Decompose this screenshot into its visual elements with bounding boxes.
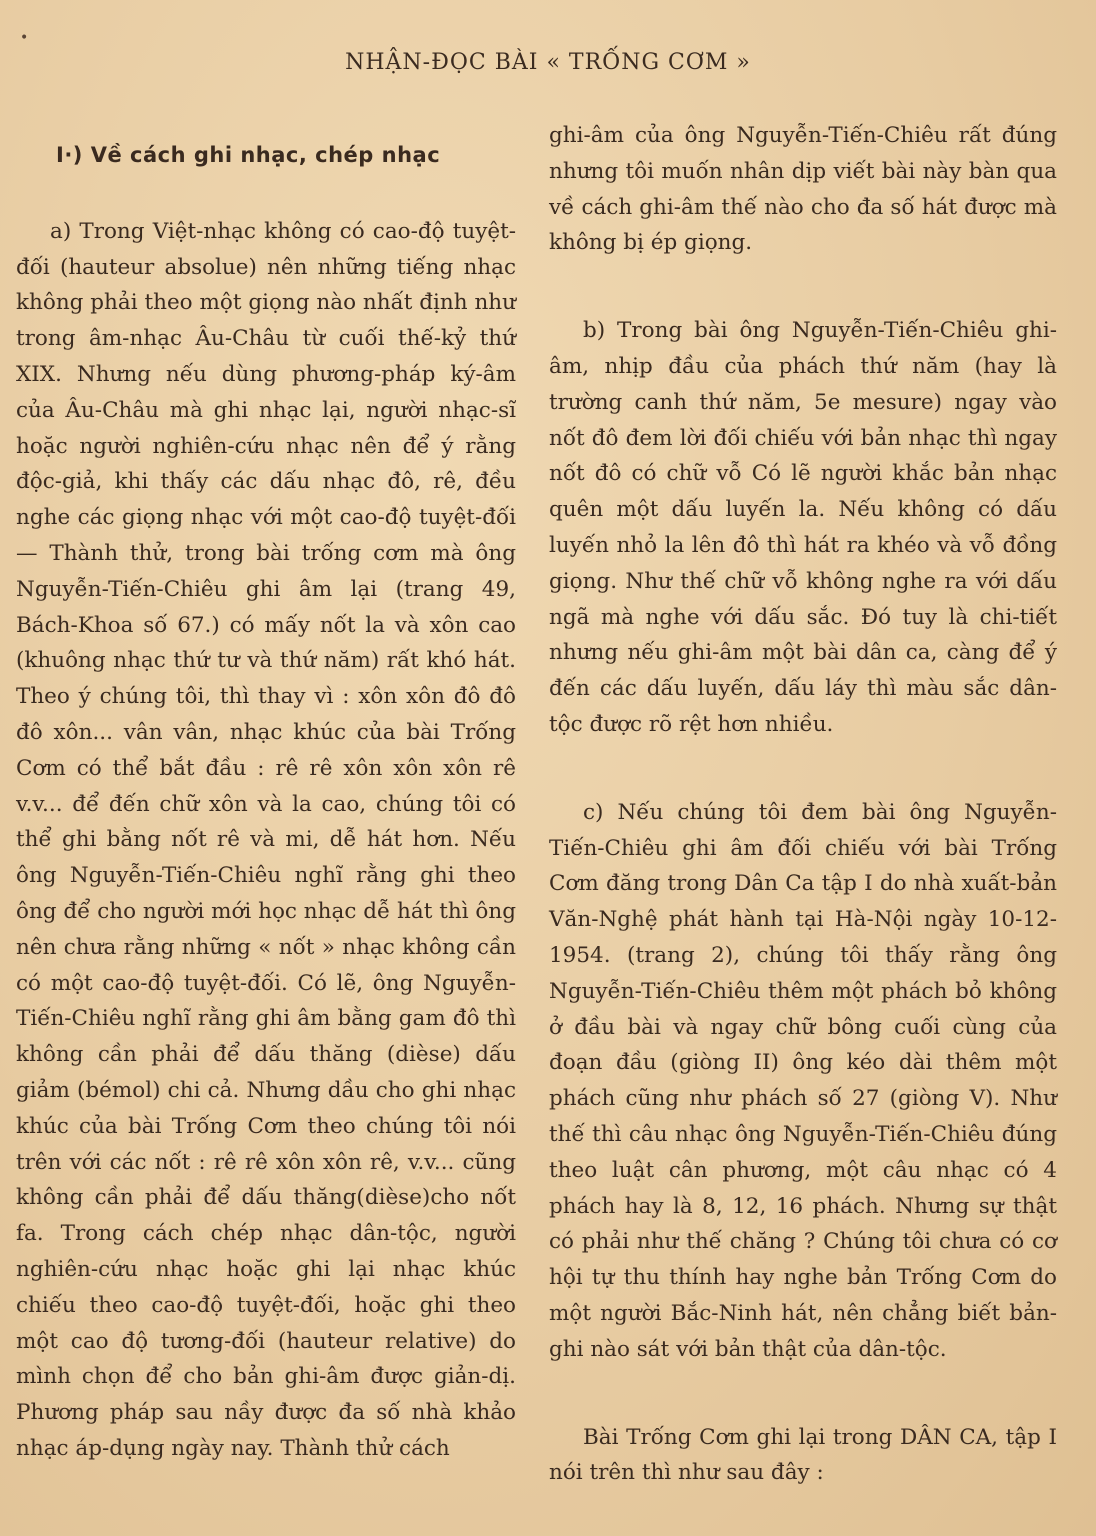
right-column: [549, 118, 1057, 1491]
corner-mark: •: [20, 30, 29, 46]
paragraph-gap: [549, 1368, 1057, 1420]
left-column: [16, 118, 516, 1467]
paragraph-gap: [549, 743, 1057, 795]
section-heading: I·) Về cách ghi nhạc, chép nhạc: [56, 143, 441, 167]
paragraph-continuation: ghi-âm của ông Nguyễn-Tiến-Chiêu rất đúng nhưng tôi muốn nhân dịp viết bài này bàn qua về cách ghi-âm thế nào cho đa số hát được mà không bị ép giọng.: [549, 123, 1057, 256]
paragraph-c: c) Nếu chúng tôi đem bài ông Nguyễn-Tiến-Chiêu ghi âm đối chiếu với bài Trống Cơm đăng trong Dân Ca tập I do nhà xuất-bản Văn-Nghệ phát hành tại Hà-Nội ngày 10-12-1954. (trang 2), chúng tôi thấy rằng ông Nguyễn-Tiến-Chiêu thêm một phách bỏ không ở đầu bài và ngay chữ bông cuối cùng của đoạn đầu (giòng II) ông kéo dài thêm một phách cũng như phách số 27 (giòng V). Như thế thì câu nhạc ông Nguyễn-Tiến-Chiêu đúng theo luật cân phương, một câu nhạc có 4 phách hay là 8, 12, 16 phách. Nhưng sự thật có phải như thế chăng ? Chúng tôi chưa có cơ hội tự thu thính hay nghe bản Trống Cơm do một người Bắc-Ninh hát, nên chẳng biết bản-ghi nào sát với bản thật của dân-tộc.: [549, 799, 1057, 1362]
paragraph-b: b) Trong bài ông Nguyễn-Tiến-Chiêu ghi-âm, nhịp đầu của phách thứ năm (hay là trường canh thứ năm, 5e mesure) ngay vào nốt đô đem lời đối chiếu với bản nhạc thì ngay nốt đô có chữ vỗ Có lẽ người khắc bản nhạc quên một dấu luyến la. Nếu không có dấu luyến nhỏ la lên đô thì hát ra khéo và vỗ đồng giọng. Như thế chữ vỗ không nghe ra với dấu ngã mà nghe với dấu sắc. Đó tuy là chi-tiết nhưng nếu ghi-âm một bài dân ca, càng để ý đến các dấu luyến, dấu láy thì màu sắc dân-tộc được rõ rệt hơn nhiều.: [549, 318, 1057, 737]
paragraph-closing: Bài Trống Cơm ghi lại trong DÂN CA, tập I nói trên thì như sau đây :: [549, 1424, 1057, 1486]
paragraph-gap: [549, 261, 1057, 313]
running-header: NHẬN-ĐỌC BÀI « TRỐNG CƠM »: [345, 50, 751, 75]
paragraph-a: a) Trong Việt-nhạc không có cao-độ tuyệt-đối (hauteur absolue) nên những tiếng nhạc không phải theo một giọng nào nhất định như trong âm-nhạc Âu-Châu từ cuối thế-kỷ thứ XIX. Nhưng nếu dùng phương-pháp ký-âm của Âu-Châu mà ghi nhạc lại, người nhạc-sĩ hoặc người nghiên-cứu nhạc nên để ý rằng độc-giả, khi thấy các dấu nhạc đô, rê, đều nghe các giọng nhạc với một cao-độ tuyệt-đối — Thành thử, trong bài trống cơm mà ông Nguyễn-Tiến-Chiêu ghi âm lại (trang 49, Bách-Khoa số 67.) có mấy nốt la và xôn cao (khuông nhạc thứ tư và thứ năm) rất khó hát. Theo ý chúng tôi, thì thay vì : xôn xôn đô đô đô xôn... vân vân, nhạc khúc của bài Trống Cơm có thể bắt đầu : rê rê xôn xôn xôn rê v.v... để đến chữ xôn và la cao, chúng tôi có thể ghi bằng nốt rê và mi, dễ hát hơn. Nếu ông Nguyễn-Tiến-Chiêu nghĩ rằng ghi theo ông để cho người mới học nhạc dễ hát thì ông nên chưa rằng những « nốt » nhạc không cần có một cao-độ tuyệt-đối. Có lẽ, ông Nguyễn-Tiến-Chiêu nghĩ rằng ghi âm bằng gam đô thì không cần phải để dấu thăng (dièse) dấu giảm (bémol) chi cả. Nhưng dầu cho ghi nhạc khúc của bài Trống Cơm theo chúng tôi nói trên với các nốt : rê rê xôn xôn rê, v.v... cũng không cần phải để dấu thăng(dièse)cho nốt fa. Trong cách chép nhạc dân-tộc, người nghiên-cứu nhạc hoặc ghi lại nhạc khúc chiếu theo cao-độ tuyệt-đối, hoặc ghi theo một cao độ tương-đối (hauteur relative) do mình chọn để cho bản ghi-âm được giản-dị. Phương pháp sau nầy được đa số nhà khảo nhạc áp-dụng ngày nay. Thành thử cách: [16, 218, 516, 1461]
